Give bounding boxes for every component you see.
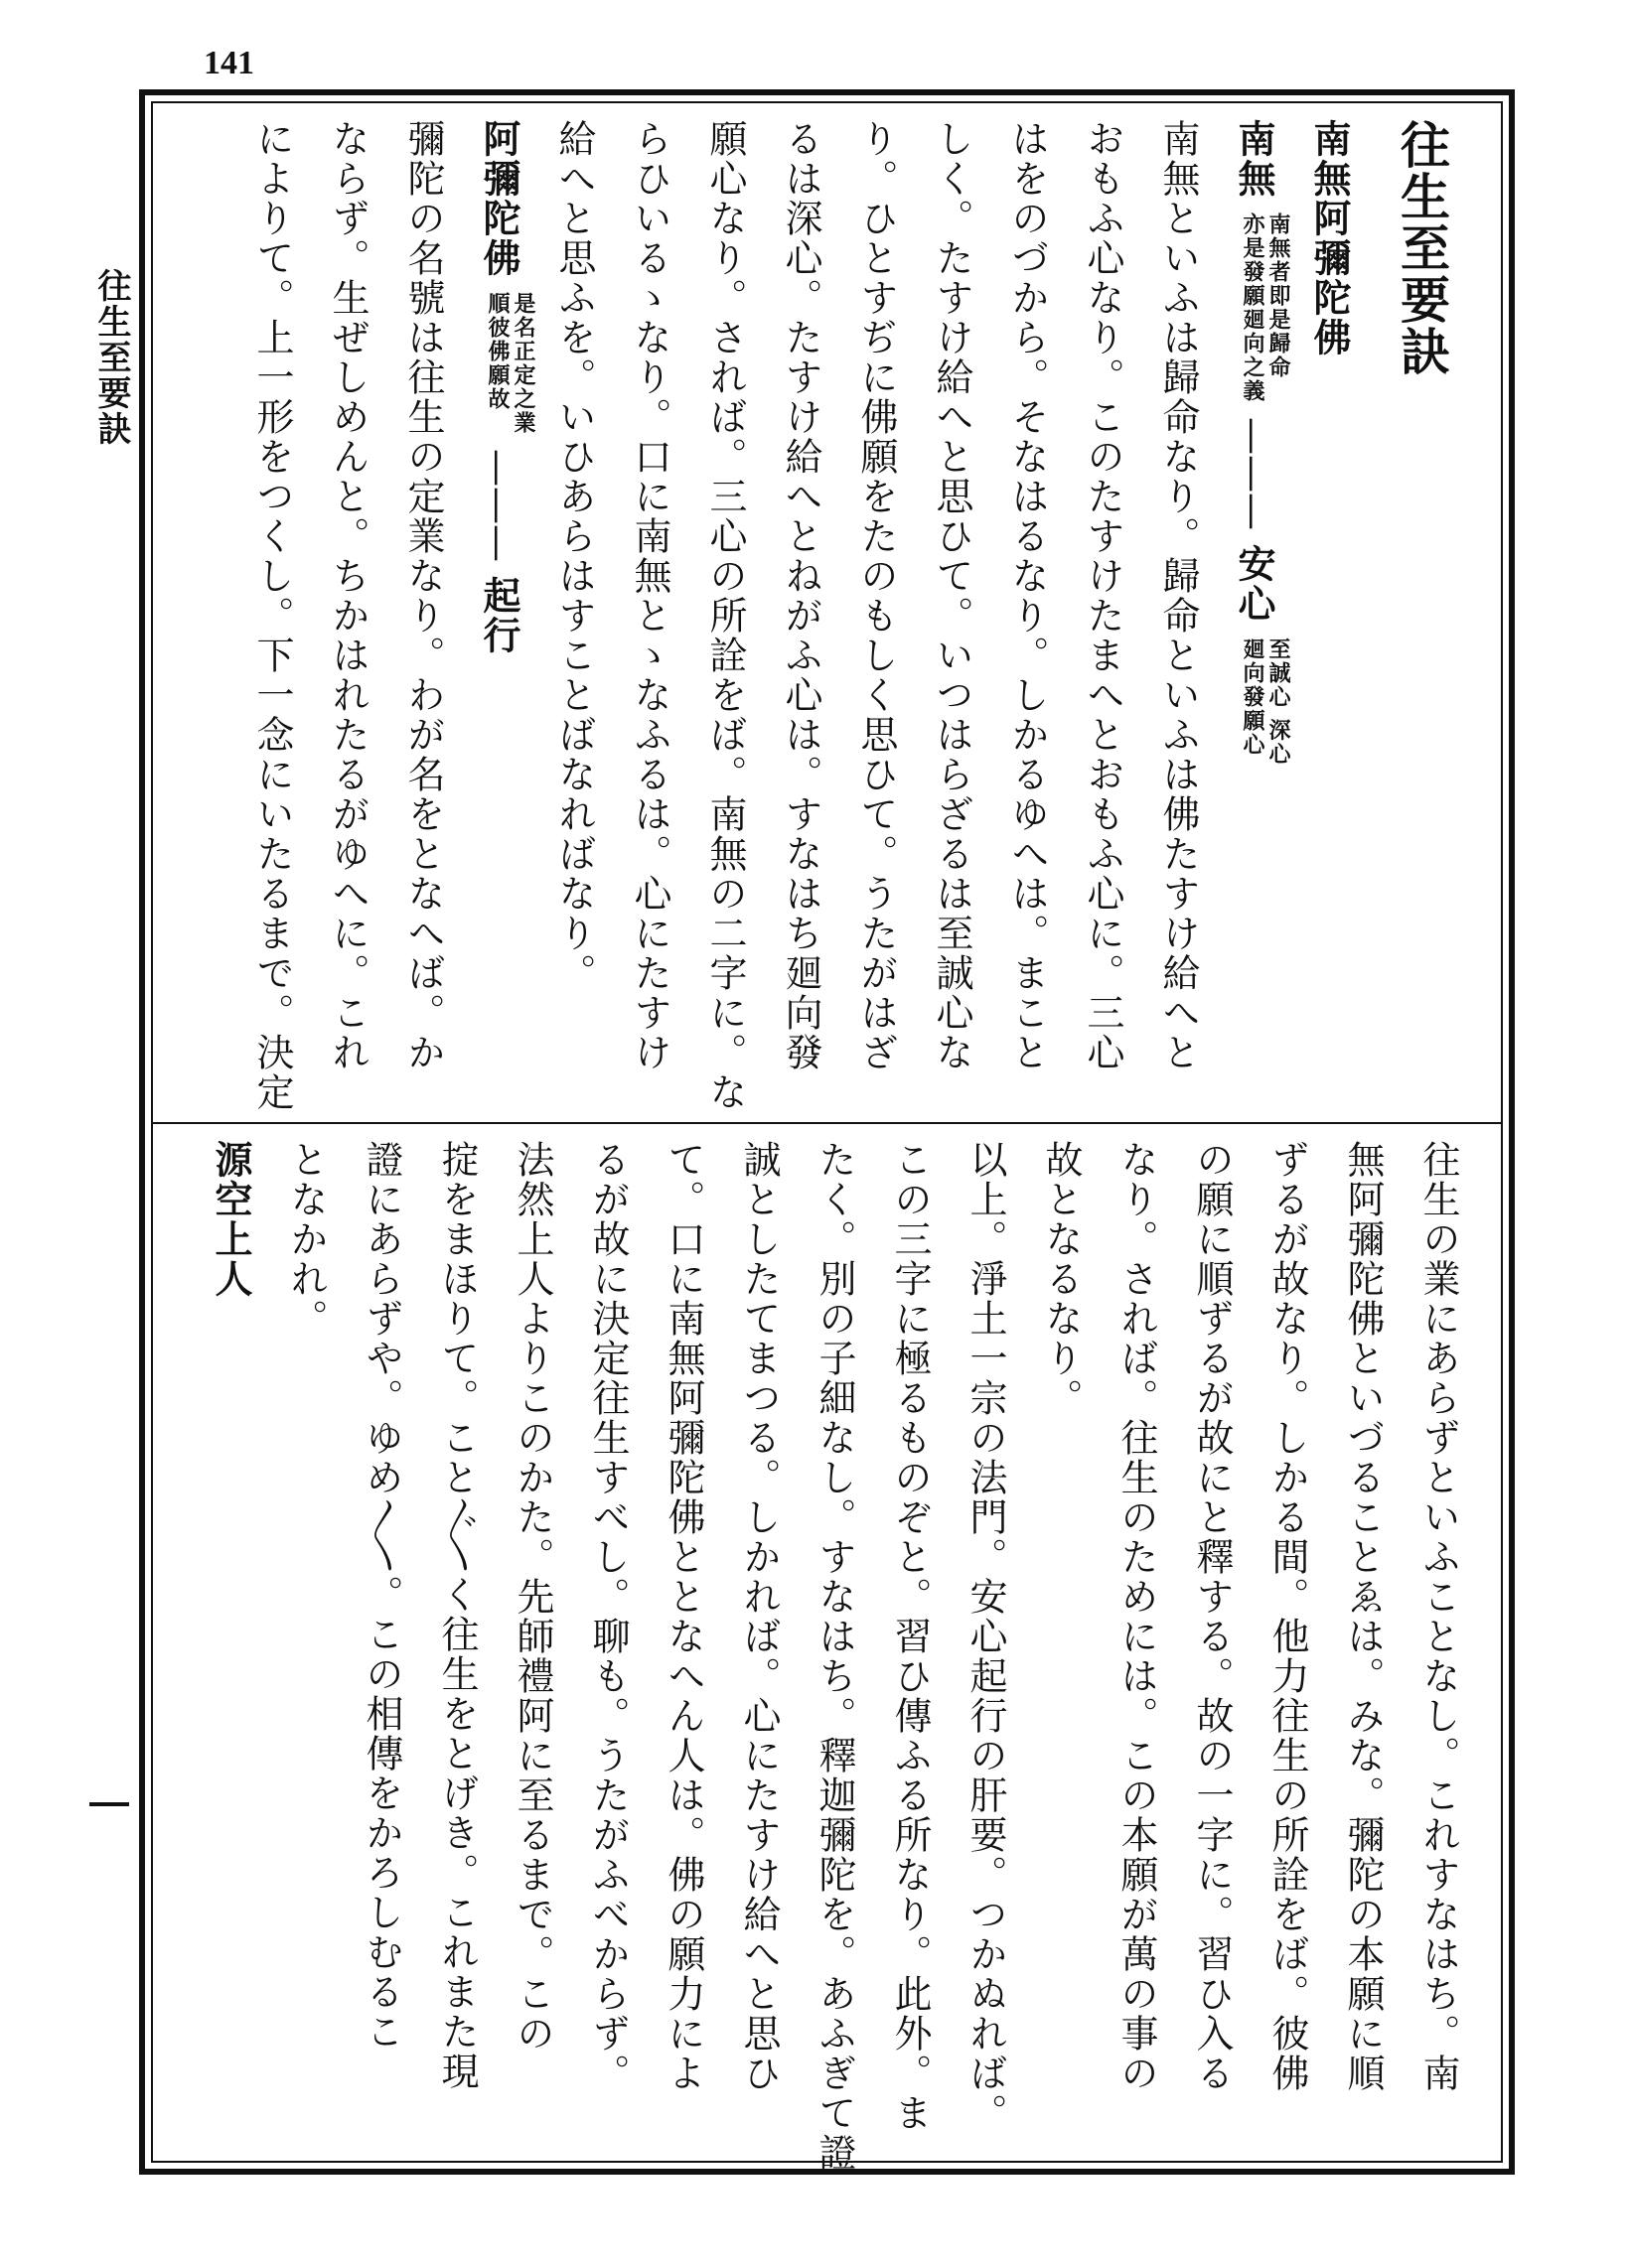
text-column: によりて。上一形をつくし。下一念にいたるまで。決定 [250,119,294,1112]
note-anjin-a: 至誠心 深心 [1265,638,1291,768]
document-title: 往生至要訣 [1393,119,1451,377]
text-column: となかれ。 [284,1140,328,1339]
term-anjin: 安心 [1232,544,1276,625]
note-amida-b: 順彼佛願故 [485,292,511,412]
dash-connector: ——— [477,449,520,563]
text-column: 以上。淨土一宗の法門。安心起行の肝要。つかぬれば。 [963,1140,1007,2133]
text-column: 誠としたてまつる。しかれば。心にたすけ給へと思ひ [737,1140,781,2093]
text-column: 彌陀の名號は往生の定業なり。わが名をとなへば。か [401,119,445,1072]
margin-mark [89,1802,129,1806]
text-column: 往生の業にあらずといふことなし。これすなはち。南 [1416,1140,1460,2093]
text-column: しく。たすけ給へと思ひて。いつはらざるは至誠心な [930,119,973,1072]
text-column: はをのづから。そなはるなり。しかるゆへは。まこと [1005,119,1049,1072]
term-amida: 阿彌陀佛 [477,119,521,278]
upper-text-block [234,119,1476,1112]
text-column: 法然上人よりこのかた。先師禮阿に至るまで。この [511,1140,554,2054]
note-namu-a: 南無者即是歸命 [1265,213,1291,380]
term-namu: 南無 [1232,119,1276,199]
text-column: るは深心。たすけ給へとねがふ心は。すなはち廻向發 [779,119,822,1072]
text-column: 南無といふは歸命なり。歸命といふは佛たすけ給へと [1156,119,1200,1072]
term-kigyo: 起行 [477,576,521,656]
line-amida-kigyo [461,119,536,1102]
text-column: おもふ心なり。このたすけたまへとおもふ心に。三心 [1081,119,1124,1072]
text-column: 願心なり。されば。三心の所詮をば。南無の二字に。な [703,119,747,1112]
text-column: 無阿彌陀佛といづることゑは。みな。彌陀の本願に順 [1341,1140,1385,2093]
text-column: 證にあらずや。ゆめ〳〵。この相傳をかろしむるこ [360,1140,403,2052]
text-column: ずるが故なり。しかる間。他力往生の所詮をば。彼佛 [1265,1140,1309,2093]
text-column: るが故に決定往生すべし。聊も。うたがふべからず。 [586,1140,630,2093]
note-amida-a: 是名正定之業 [511,292,536,436]
lower-text-block [193,1140,1476,2173]
note-namu-b: 亦是發願廻向之義 [1240,213,1265,404]
text-column: たく。別の子細なし。すなはち。釋迦彌陀を。あふぎて證 [813,1140,856,2173]
text-column: て。口に南無阿彌陀佛ととなへん人は。佛の願力によ [662,1140,705,2093]
text-column: ならず。生ぜしめんと。ちかはれたるがゆへに。これ [326,119,370,1072]
heading-nembutsu: 南無阿彌陀佛 [1307,119,1352,357]
dash-connector: ——— [1232,417,1275,531]
page-number: 141 [204,45,254,81]
text-column: なり。されば。往生のためには。この本願が萬の事の [1114,1140,1158,2093]
author-signature: 源空上人 [209,1140,253,1299]
text-column: 故となるなり。 [1039,1140,1083,1418]
note-anjin [1240,638,1291,767]
note-anjin-b: 廻向發願心 [1240,638,1265,758]
text-column: の願に順ずるが故にと釋する。故の一字に。習ひ入る [1190,1140,1234,2093]
text-column: この三字に極るものぞと。習ひ傳ふる所なり。此外。ま [888,1140,932,2133]
running-title: 往生至要訣 [91,268,131,447]
text-column: り。ひとすぢに佛願をたのもしく思ひて。うたがはざ [854,119,898,1072]
note-namu [1240,213,1291,403]
text-column: 掟をまほりて。こと〴〵く往生をとげき。これまた現 [435,1140,479,2091]
text-column: らひいるゝなり。口に南無とゝなふるは。心にたすけ [628,119,671,1072]
line-namu-anjin [1216,119,1291,1102]
note-amida [485,292,536,435]
section-divider [151,1122,1503,1124]
text-column: 給へと思ふを。いひあらはすことばなればなり。 [552,119,596,993]
